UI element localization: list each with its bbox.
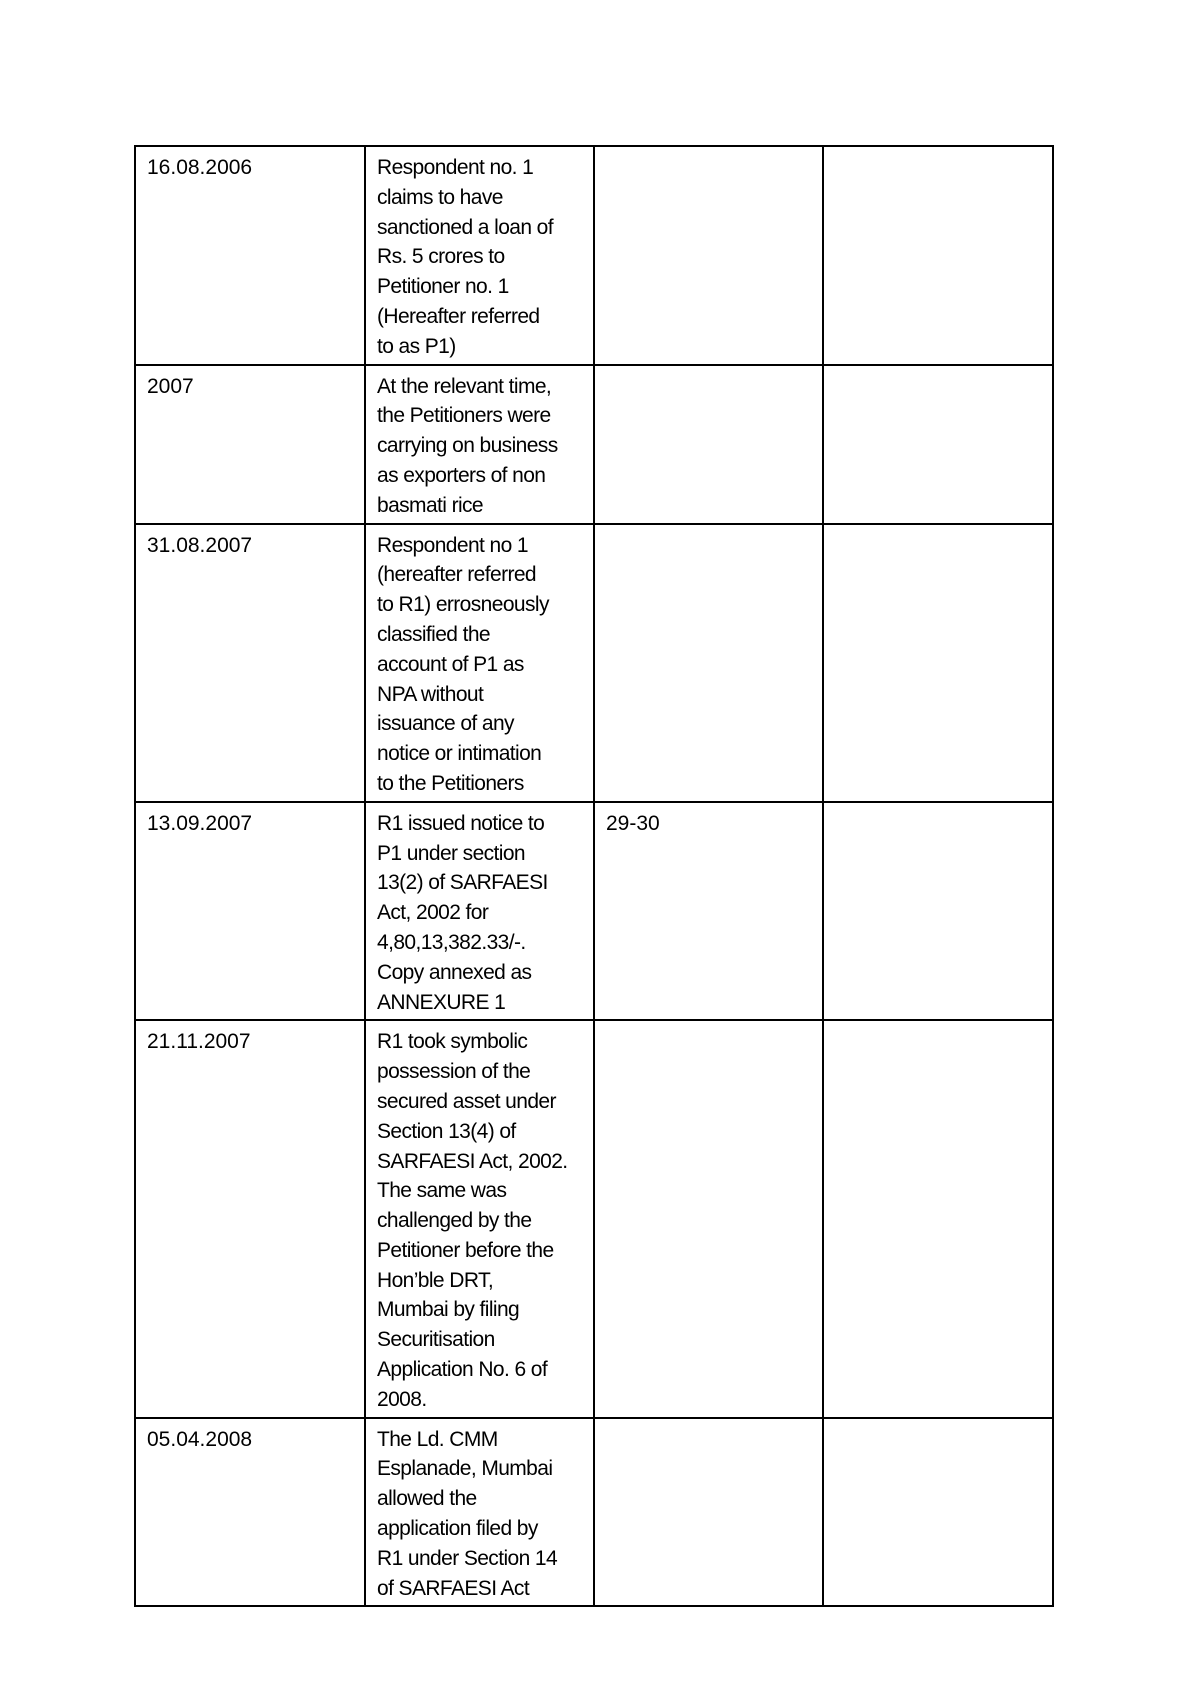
event-line: the Petitioners were xyxy=(377,404,551,428)
event-line: of SARFAESI Act xyxy=(377,1576,530,1600)
page-number-cell xyxy=(594,524,823,802)
event-line: carrying on business xyxy=(377,434,558,458)
event-line: SARFAESI Act, 2002. xyxy=(377,1149,568,1173)
event-line: (hereafter referred xyxy=(377,563,537,587)
event-line: possession of the xyxy=(377,1060,531,1084)
event-line: R1 took symbolic xyxy=(377,1030,528,1054)
date-cell: 21.11.2007 xyxy=(135,1020,365,1417)
event-line: Mumbai by filing xyxy=(377,1298,520,1322)
event-line: Esplanade, Mumbai xyxy=(377,1457,553,1481)
event-line: P1 under section xyxy=(377,841,526,865)
page-number-cell xyxy=(594,1418,823,1607)
event-line: Hon’ble DRT, xyxy=(377,1268,494,1292)
table-row xyxy=(135,146,1053,365)
event-line: 2008. xyxy=(377,1387,427,1411)
event-line: to R1) errosneously xyxy=(377,593,549,617)
event-line: Petitioner before the xyxy=(377,1238,554,1262)
event-line: NPA without xyxy=(377,682,484,706)
event-line: classified the xyxy=(377,622,490,646)
page-number-cell xyxy=(594,146,823,365)
event-line: issuance of any xyxy=(377,712,514,736)
event-line: Rs. 5 crores to xyxy=(377,245,505,269)
date-cell: 16.08.2006 xyxy=(135,146,365,365)
table-row xyxy=(135,524,1053,802)
remarks-cell xyxy=(823,802,1053,1021)
event-cell xyxy=(365,524,594,802)
event-line: Respondent no. 1 xyxy=(377,156,534,179)
table-row xyxy=(135,365,1053,524)
table-row xyxy=(135,802,1053,1021)
event-line: Section 13(4) of xyxy=(377,1119,516,1143)
event-line: Copy annexed as xyxy=(377,960,532,984)
event-line: claims to have xyxy=(377,185,503,209)
event-line: The same was xyxy=(377,1179,507,1203)
date-cell: 13.09.2007 xyxy=(135,802,365,1021)
list-of-dates-table xyxy=(134,145,1054,1607)
event-line: account of P1 as xyxy=(377,652,524,676)
event-line: notice or intimation xyxy=(377,742,542,766)
event-line: to as P1) xyxy=(377,334,456,358)
event-line: Application No. 6 of xyxy=(377,1358,548,1382)
event-line: The Ld. CMM xyxy=(377,1427,498,1451)
event-line: At the relevant time, xyxy=(377,374,552,398)
remarks-cell xyxy=(823,146,1053,365)
event-line: as exporters of non xyxy=(377,463,546,487)
remarks-cell xyxy=(823,1020,1053,1417)
table-row xyxy=(135,1020,1053,1417)
event-line: challenged by the xyxy=(377,1209,532,1233)
event-line: 13(2) of SARFAESI xyxy=(377,871,548,895)
event-line: basmati rice xyxy=(377,493,484,517)
date-cell: 31.08.2007 xyxy=(135,524,365,802)
event-line: secured asset under xyxy=(377,1089,556,1113)
event-cell xyxy=(365,802,594,1021)
remarks-cell xyxy=(823,524,1053,802)
event-line: 4,80,13,382.33/-. xyxy=(377,930,526,954)
page-number-cell xyxy=(594,1020,823,1417)
event-line: sanctioned a loan of xyxy=(377,215,553,239)
table-body xyxy=(135,146,1053,1606)
event-line: (Hereafter referred xyxy=(377,304,540,328)
event-line: allowed the xyxy=(377,1487,477,1511)
date-cell: 2007 xyxy=(135,365,365,524)
event-line: application filed by xyxy=(377,1517,538,1541)
table-row xyxy=(135,1418,1053,1607)
event-line: to the Petitioners xyxy=(377,771,524,795)
page-number-cell xyxy=(594,365,823,524)
event-cell xyxy=(365,146,594,365)
event-cell xyxy=(365,1020,594,1417)
page-number-cell: 29-30 xyxy=(594,802,823,1021)
remarks-cell xyxy=(823,365,1053,524)
event-cell xyxy=(365,365,594,524)
event-line: Petitioner no. 1 xyxy=(377,275,509,299)
event-line: R1 under Section 14 xyxy=(377,1546,558,1570)
date-cell: 05.04.2008 xyxy=(135,1418,365,1607)
remarks-cell xyxy=(823,1418,1053,1607)
event-cell xyxy=(365,1418,594,1607)
event-line: Securitisation xyxy=(377,1328,495,1352)
event-line: Respondent no 1 xyxy=(377,533,528,557)
event-line: Act, 2002 for xyxy=(377,901,489,925)
event-line: R1 issued notice to xyxy=(377,811,545,835)
event-line: ANNEXURE 1 xyxy=(377,990,506,1014)
